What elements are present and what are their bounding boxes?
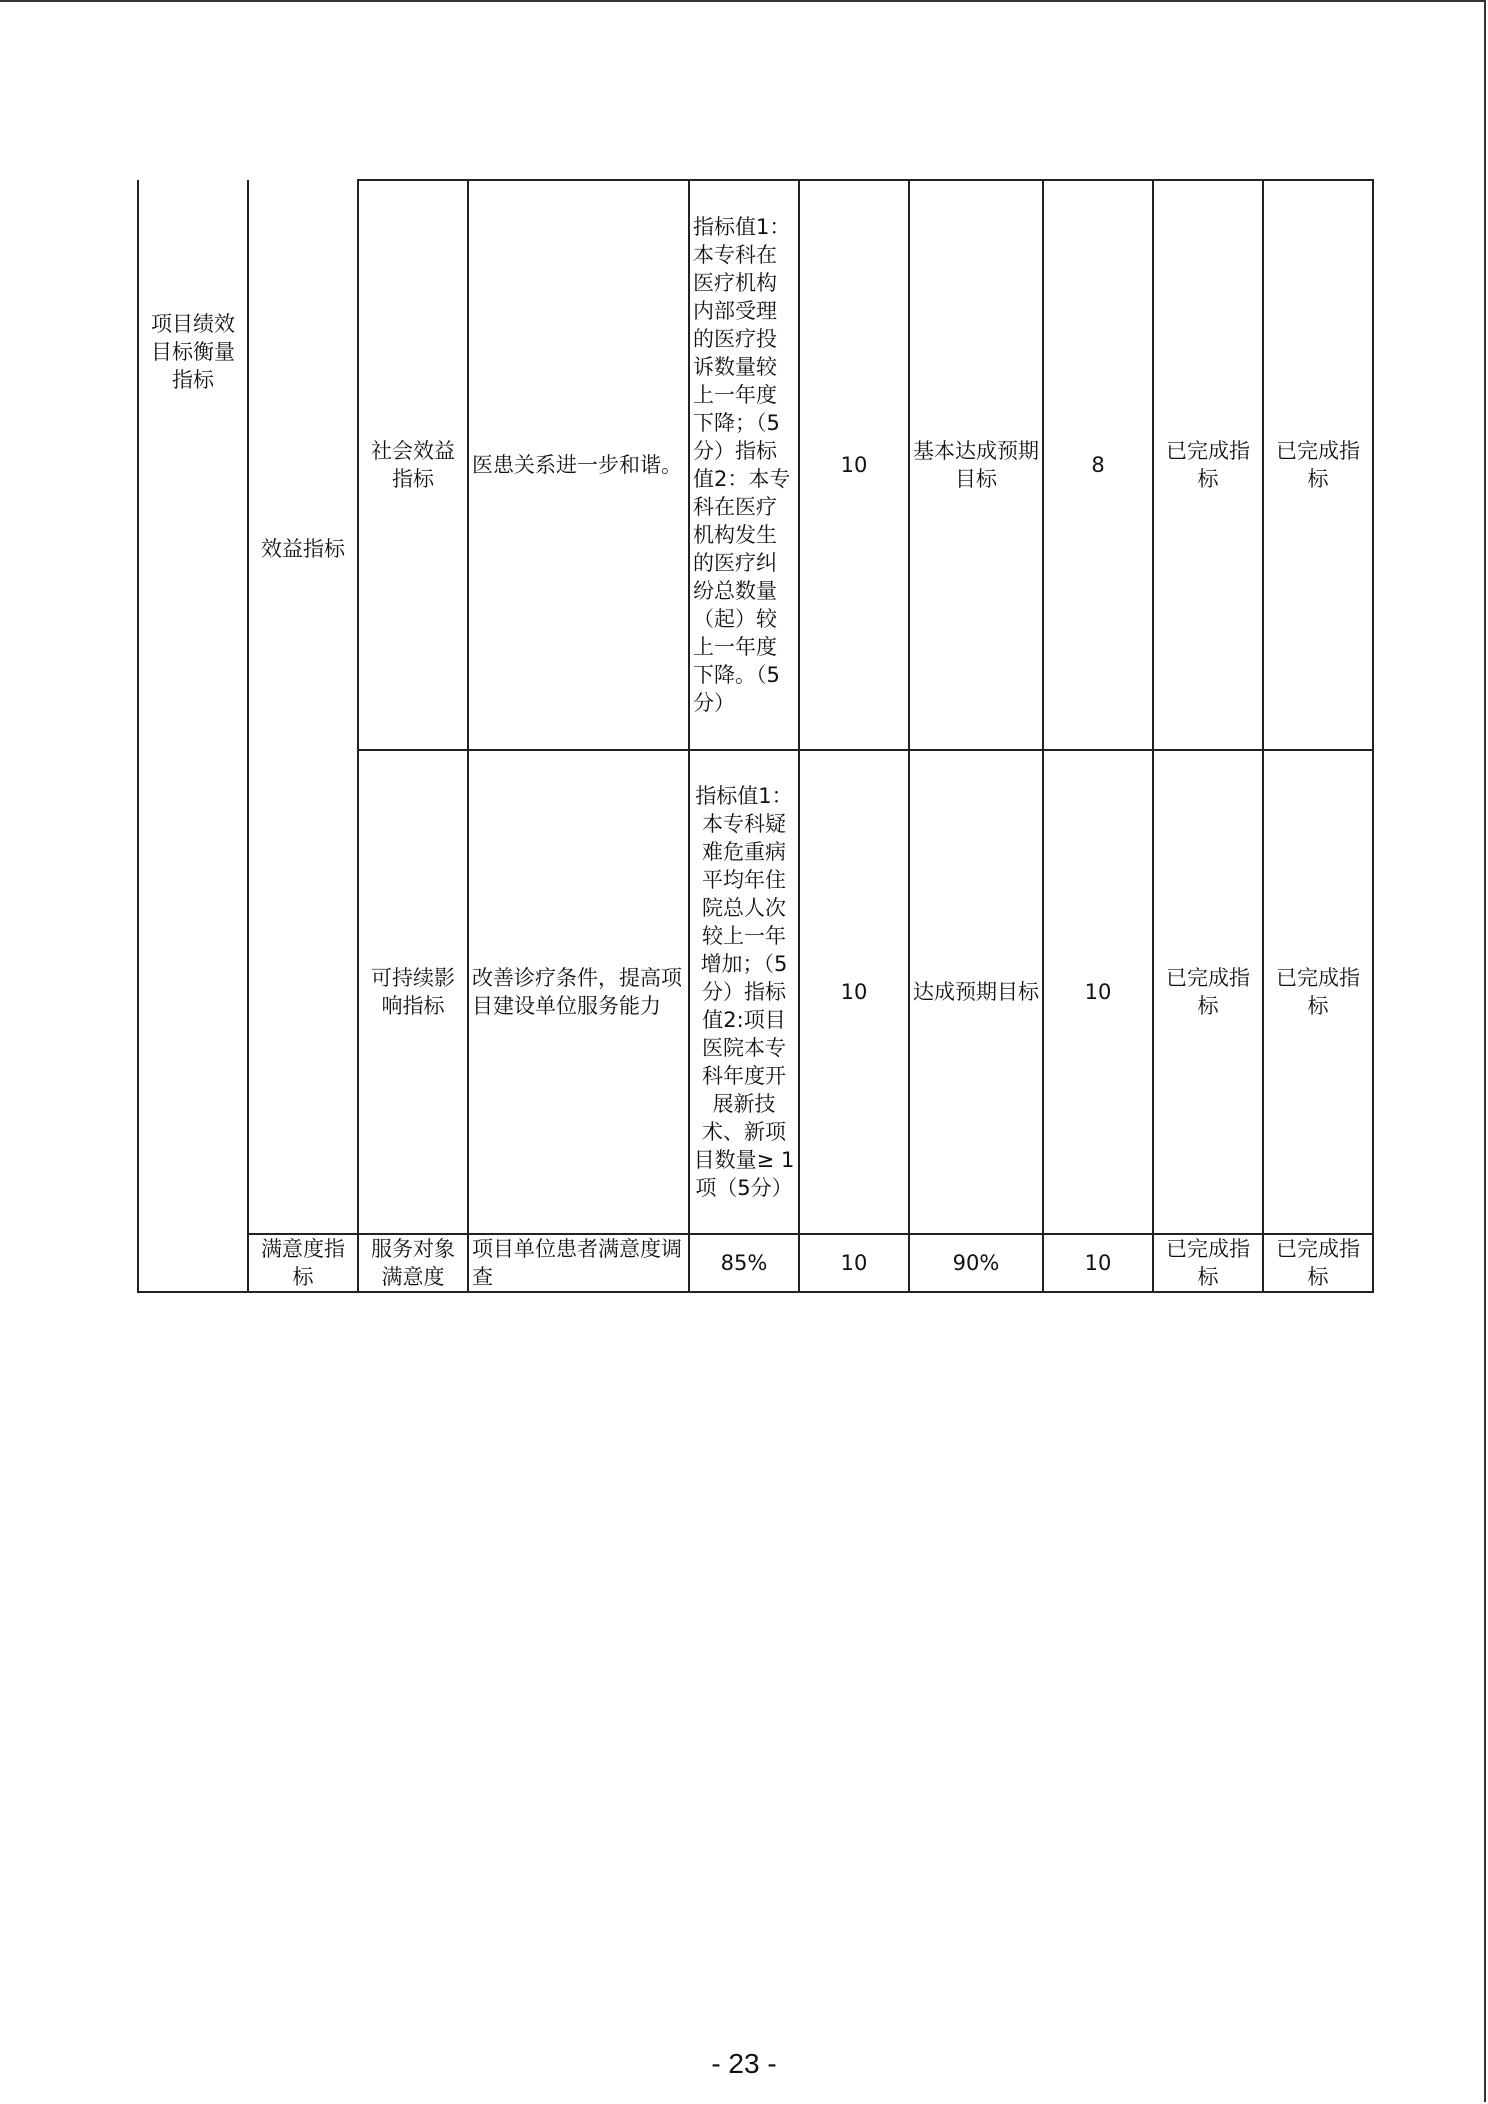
level1-indicator-cell: 项目绩效目标衡量指标 (138, 180, 248, 1292)
category-cell: 服务对象满意度 (358, 1234, 468, 1292)
content-cell: 医患关系进一步和谐。 (468, 180, 689, 750)
actual-value-cell: 基本达成预期 目标 (909, 180, 1043, 750)
weight-cell: 10 (799, 180, 909, 750)
table-row-social-benefit (138, 180, 1373, 750)
level2-benefit-cell: 效益指标 (248, 180, 358, 1234)
reason-cell: 已完成指标 (1153, 180, 1263, 750)
performance-indicator-table (137, 179, 1374, 1293)
target-value-cell: 指标值1：本专科在医疗机构内部受理的医疗投诉数量较上一年度下降；（5分）指标值2：本专科在医疗机构发生的医疗纠纷总数量（起）较上一年度下降。（5分） (689, 180, 799, 750)
actual-value-cell: 90% (909, 1234, 1043, 1292)
weight-cell: 10 (799, 750, 909, 1234)
content-cell: 项目单位患者满意度调查 (468, 1234, 689, 1292)
actual-value-cell: 达成预期目标 (909, 750, 1043, 1234)
page-number: - 23 - (711, 2048, 777, 2079)
weight-cell: 10 (799, 1234, 909, 1292)
target-value-cell: 指标值1：本专科疑难危重病平均年住院总人次较上一年增加；（5分）指标值2:项目医院本专科年度开展新技术、新项目数量≥ 1项（5分） (689, 750, 799, 1234)
measure-cell: 已完成指标 (1263, 750, 1373, 1234)
level2-satisfaction-cell: 满意度指标 (248, 1234, 358, 1292)
reason-cell: 已完成指标 (1153, 750, 1263, 1234)
score-cell: 8 (1043, 180, 1153, 750)
score-cell: 10 (1043, 1234, 1153, 1292)
reason-cell: 已完成指标 (1153, 1234, 1263, 1292)
content-cell: 改善诊疗条件，提高项目建设单位服务能力 (468, 750, 689, 1234)
category-cell: 社会效益指标 (358, 180, 468, 750)
measure-cell: 已完成指标 (1263, 180, 1373, 750)
measure-cell: 已完成指标 (1263, 1234, 1373, 1292)
category-cell: 可持续影响指标 (358, 750, 468, 1234)
score-cell: 10 (1043, 750, 1153, 1234)
table-row-satisfaction (138, 1234, 1373, 1292)
target-value-cell: 85% (689, 1234, 799, 1292)
